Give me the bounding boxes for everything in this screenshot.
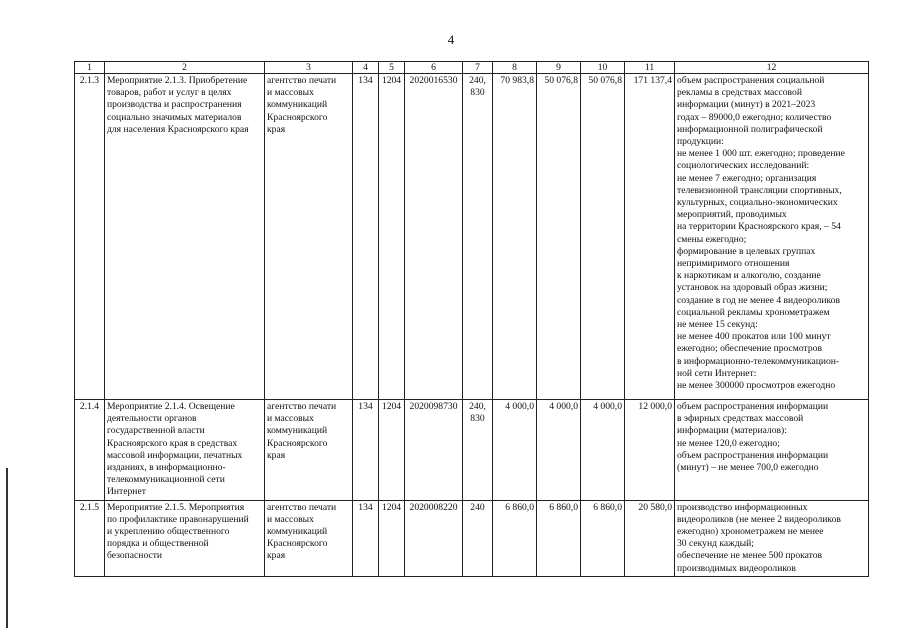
csr-code: 2020016530 [405, 74, 463, 400]
responsible-agency [265, 500, 353, 576]
responsible-agency [265, 400, 353, 501]
expected-result-line: социальной рекламы хронометражем [677, 306, 830, 318]
rzpr-code: 1204 [379, 500, 405, 576]
measure-name-line: Красноярского края в средствах [107, 437, 238, 449]
measure-name-line: порядка и общественной [107, 538, 209, 550]
vr-code [463, 74, 493, 400]
expected-result [675, 500, 869, 576]
responsible-agency-line: Красноярского [267, 111, 328, 123]
measure-name [105, 74, 265, 400]
measure-number: 2.1.4 [75, 400, 105, 501]
expected-result-line: видеороликов (не менее 2 видеороликов [677, 513, 841, 525]
rzpr-code: 1204 [379, 400, 405, 501]
vr-code-line: 830 [470, 413, 485, 425]
funding-year-3: 6 860,0 [581, 500, 625, 576]
expected-result-line: информации (материалов): [677, 425, 787, 437]
expected-result-line: производство информационных [677, 501, 808, 513]
vr-code [463, 500, 493, 576]
expected-result-line: ежегодно) хронометражем не менее [677, 526, 824, 538]
csr-code: 2020008220 [405, 500, 463, 576]
measure-name-line: по профилактике правонарушений [107, 513, 249, 525]
measure-name [105, 400, 265, 501]
measure-name [105, 500, 265, 576]
responsible-agency-line: и массовых [267, 513, 314, 525]
expected-result-line: производимых видеороликов [677, 562, 796, 574]
table-row [75, 74, 869, 400]
measure-name-line: государственной власти [107, 425, 205, 437]
expected-result-line: ной сети Интернет: [677, 367, 757, 379]
expected-result-line: не менее 400 прокатов или 100 минут [677, 331, 831, 343]
column-number-9: 9 [537, 62, 581, 74]
responsible-agency-line: и массовых [267, 413, 314, 425]
responsible-agency [265, 74, 353, 400]
column-number-8: 8 [493, 62, 537, 74]
expected-result [675, 74, 869, 400]
responsible-agency-line: коммуникаций [267, 99, 328, 111]
rzpr-code: 1204 [379, 74, 405, 400]
measure-name-line: производства и распространения [107, 99, 242, 111]
column-number-row [75, 62, 869, 74]
measure-name-line: телекоммуникационной сети [107, 474, 225, 486]
expected-result-line: формирование в целевых группах [677, 245, 816, 257]
responsible-agency-line: коммуникаций [267, 425, 328, 437]
expected-result-line: телевизионной трансляции спортивных, [677, 184, 842, 196]
measure-name-line: изданиях, в информационно- [107, 462, 226, 474]
column-number-11: 11 [625, 62, 675, 74]
responsible-agency-line: и массовых [267, 87, 314, 99]
table-row [75, 500, 869, 576]
expected-result-line: создание в год не менее 4 видеороликов [677, 294, 841, 306]
funding-total: 171 137,4 [625, 74, 675, 400]
funding-year-2: 4 000,0 [537, 400, 581, 501]
measure-name-line: деятельности органов [107, 413, 197, 425]
grbs-code: 134 [353, 74, 379, 400]
expected-result-line: обеспечение не менее 500 прокатов [677, 550, 823, 562]
responsible-agency-line: агентство печати [267, 75, 337, 86]
table-row [75, 400, 869, 501]
measure-name-line: безопасности [107, 550, 163, 562]
measure-name-line: Мероприятие 2.1.3. Приобретение [107, 75, 248, 86]
expected-result-line: рекламы в средствах массовой [677, 87, 802, 99]
expected-result [675, 400, 869, 501]
vr-code-line: 240, [469, 75, 486, 86]
csr-code: 2020098730 [405, 400, 463, 501]
measure-name-line: массовой информации, печатных [107, 449, 243, 461]
column-number-7: 7 [463, 62, 493, 74]
responsible-agency-line: Красноярского [267, 538, 328, 550]
responsible-agency-line: агентство печати [267, 401, 337, 412]
funding-year-1: 4 000,0 [493, 400, 537, 501]
column-number-1: 1 [75, 62, 105, 74]
page-number: 4 [447, 32, 455, 47]
measure-name-line: Мероприятие 2.1.5. Мероприятия [107, 501, 245, 513]
expected-result-line: непримиримого отношения [677, 258, 790, 270]
funding-total: 20 580,0 [625, 500, 675, 576]
expected-result-line: не менее 7 ежегодно; организация [677, 172, 817, 184]
expected-result-line: социологических исследований: [677, 160, 810, 172]
funding-year-2: 6 860,0 [537, 500, 581, 576]
vr-code-line: 240, [469, 401, 486, 412]
expected-result-line: к наркотикам и алкоголю, создание [677, 270, 821, 282]
expected-result-line: годах – 89000,0 ежегодно; количество [677, 111, 832, 123]
grbs-code: 134 [353, 400, 379, 501]
expected-result-line: объем распространения информации [677, 401, 829, 412]
measure-name-line: Интернет [107, 486, 146, 498]
measure-name-line: для населения Красноярского края [107, 123, 249, 135]
vr-code-line: 240 [470, 501, 485, 513]
measure-number: 2.1.3 [75, 74, 105, 400]
responsible-agency-line: края [267, 123, 286, 135]
expected-result-line: 30 секунд каждый; [677, 538, 754, 550]
responsible-agency-line: Красноярского [267, 437, 328, 449]
funding-year-3: 50 076,8 [581, 74, 625, 400]
column-number-6: 6 [405, 62, 463, 74]
measure-name-line: социально значимых материалов [107, 111, 242, 123]
expected-result-line: продукции: [677, 136, 724, 148]
expected-result-line: мероприятий, проводимых [677, 209, 787, 221]
funding-year-1: 70 983,8 [493, 74, 537, 400]
measure-number: 2.1.5 [75, 500, 105, 576]
expected-result-line: информации (минут) в 2021–2023 [677, 99, 816, 111]
expected-result-line: в информационно-телекоммуникацион- [677, 355, 840, 367]
expected-result-line: не менее 120,0 ежегодно; [677, 437, 780, 449]
expected-result-line: ежегодно; обеспечение просмотров [677, 343, 822, 355]
responsible-agency-line: края [267, 449, 286, 461]
column-number-3: 3 [265, 62, 353, 74]
vr-code [463, 400, 493, 501]
responsible-agency-line: агентство печати [267, 501, 337, 513]
grbs-code: 134 [353, 500, 379, 576]
expected-result-line: не менее 300000 просмотров ежегодно [677, 380, 836, 392]
expected-result-line: информационной полиграфической [677, 123, 823, 135]
expected-result-line: в эфирных средствах массовой [677, 413, 804, 425]
measure-name-line: товаров, работ и услуг в целях [107, 87, 232, 99]
column-number-4: 4 [353, 62, 379, 74]
expected-result-line: не менее 1 000 шт. ежегодно; проведение [677, 148, 845, 160]
column-number-10: 10 [581, 62, 625, 74]
expected-result-line: объем распространения социальной [677, 75, 825, 86]
scan-margin-line [6, 468, 8, 628]
expected-result-line: на территории Красноярского края, – 54 [677, 221, 841, 233]
column-number-2: 2 [105, 62, 265, 74]
funding-year-3: 4 000,0 [581, 400, 625, 501]
vr-code-line: 830 [470, 87, 485, 99]
column-number-12: 12 [675, 62, 869, 74]
expected-result-line: не менее 15 секунд: [677, 319, 758, 331]
expected-result-line: культурных, социально-экономических [677, 197, 838, 209]
responsible-agency-line: края [267, 550, 286, 562]
measure-name-line: Мероприятие 2.1.4. Освещение [107, 401, 235, 412]
funding-year-1: 6 860,0 [493, 500, 537, 576]
expected-result-line: (минут) – не менее 700,0 ежегодно [677, 462, 819, 474]
program-measures-table [74, 61, 869, 577]
responsible-agency-line: коммуникаций [267, 526, 328, 538]
funding-year-2: 50 076,8 [537, 74, 581, 400]
expected-result-line: установок на здоровый образ жизни; [677, 282, 828, 294]
expected-result-line: смены ежегодно; [677, 233, 747, 245]
measure-name-line: и укреплению общественного [107, 526, 230, 538]
funding-total: 12 000,0 [625, 400, 675, 501]
expected-result-line: объем распространения информации [677, 449, 829, 461]
column-number-5: 5 [379, 62, 405, 74]
